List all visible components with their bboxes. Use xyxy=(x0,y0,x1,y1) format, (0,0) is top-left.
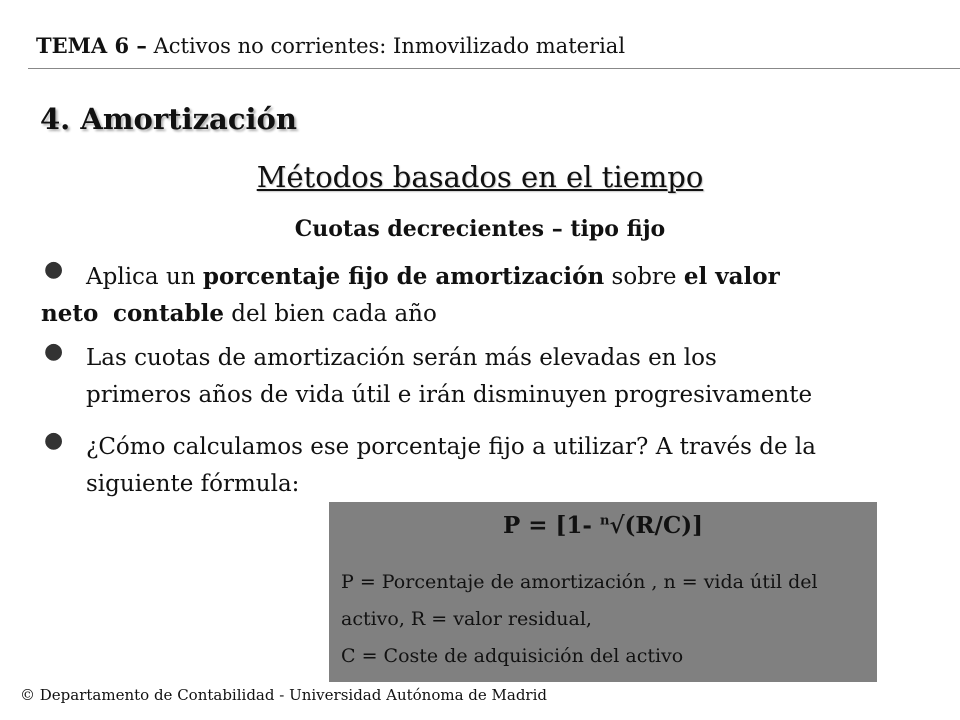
subtitle: Cuotas decrecientes – tipo fijo xyxy=(294,216,666,242)
bullet-2-line-2: primeros años de vida útil e irán disminuyen progresivamente xyxy=(86,382,813,408)
header-divider xyxy=(28,68,960,69)
bullet-2 xyxy=(86,340,812,414)
bullet-2-line-1: Las cuotas de amortización serán más elevadas en los xyxy=(86,345,717,371)
formula-box xyxy=(329,502,877,682)
bullet-3 xyxy=(86,429,816,503)
topic-number: TEMA 6 – xyxy=(36,33,147,58)
formula xyxy=(329,512,877,539)
bullet-3-line-2: siguiente fórmula: xyxy=(86,471,300,497)
bullet-1-text: sobre xyxy=(604,264,684,290)
footer-copyright: © Departamento de Contabilidad - Universidad Autónoma de Madrid xyxy=(20,686,548,704)
bullet-1-text: del bien cada año xyxy=(224,301,437,327)
formula-root-index: n xyxy=(599,513,610,529)
formula-legend-line: P = Porcentaje de amortización , n = vida útil del xyxy=(341,571,818,593)
section-title: 4. Amortización xyxy=(40,102,297,136)
formula-legend-line: activo, R = valor residual, xyxy=(341,608,592,630)
bullet-icon: ● xyxy=(44,428,64,453)
slide-header xyxy=(36,33,625,58)
formula-right: √(R/C)] xyxy=(609,512,704,539)
bullet-1-text: Aplica un xyxy=(86,264,203,290)
topic-text: Activos no corrientes: Inmovilizado material xyxy=(153,34,626,58)
bullet-icon: ● xyxy=(44,339,64,364)
method-title: Métodos basados en el tiempo xyxy=(256,160,704,194)
bullet-1-bold: porcentaje fijo de amortización xyxy=(202,263,605,290)
bullet-1-line-2 xyxy=(41,295,437,333)
formula-left: P = [1- xyxy=(502,512,600,539)
bullet-1-bold: contable xyxy=(112,300,224,327)
bullet-icon: ● xyxy=(44,257,64,282)
formula-legend xyxy=(341,564,871,675)
bullet-1-line-1 xyxy=(86,258,780,296)
bullet-1-bold: neto xyxy=(41,300,99,327)
bullet-1-bold: el valor xyxy=(683,263,780,290)
formula-legend-line: C = Coste de adquisición del activo xyxy=(341,645,684,667)
bullet-3-line-1: ¿Cómo calculamos ese porcentaje fijo a utilizar? A través de la xyxy=(86,434,816,460)
